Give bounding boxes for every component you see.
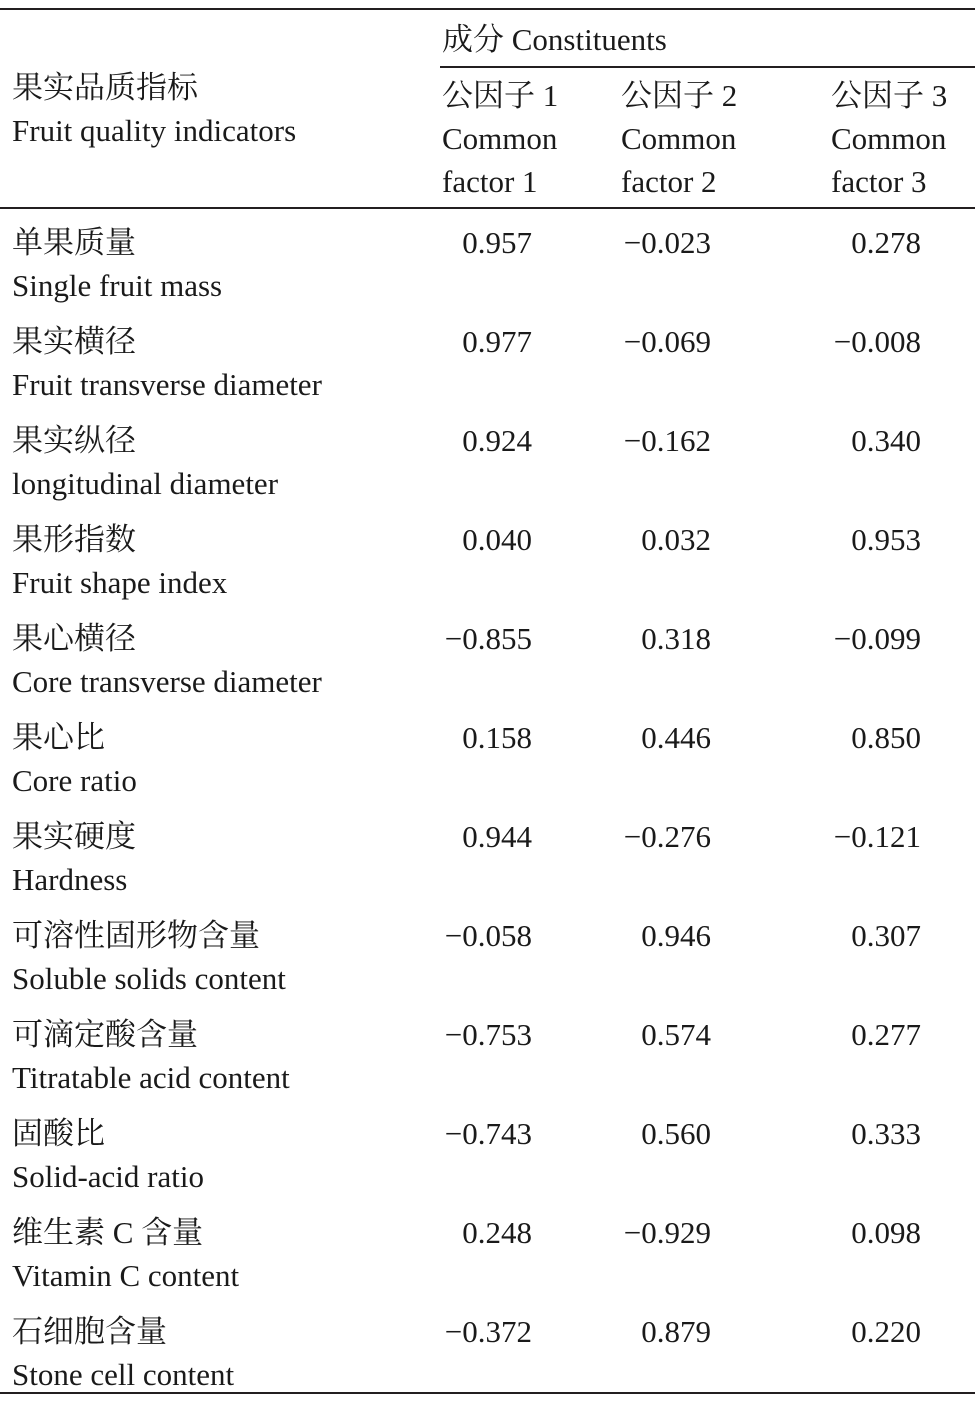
- row-label-en: Fruit transverse diameter: [12, 367, 322, 402]
- row-label: [12, 1013, 290, 1099]
- value-factor-3: 0.953: [851, 522, 921, 557]
- row-label: [12, 320, 322, 406]
- row-label-header-cn: 果实品质指标: [12, 70, 198, 105]
- table-row: [0, 411, 975, 510]
- factor-3-cn: 公因子 3: [831, 78, 948, 113]
- value-factor-1: 0.944: [462, 819, 532, 854]
- value-factor-2: 0.560: [641, 1116, 711, 1151]
- factor-2-en-line1: Common: [621, 121, 737, 156]
- row-label: [12, 518, 227, 604]
- value-factor-1: −0.753: [444, 1017, 532, 1052]
- row-label-en: Stone cell content: [12, 1357, 235, 1392]
- value-factor-2: 0.946: [641, 918, 711, 953]
- row-label-en: Single fruit mass: [12, 268, 223, 303]
- table-row: [0, 312, 975, 411]
- bottom-rule: [0, 1392, 975, 1394]
- factor-1-en-line1: Common: [442, 121, 558, 156]
- value-factor-1: 0.248: [462, 1215, 532, 1250]
- row-label-cn: 果实纵径: [12, 423, 136, 458]
- table-row: [0, 906, 975, 1005]
- row-label-cn: 果实硬度: [12, 819, 136, 854]
- row-label-cn: 可溶性固形物含量: [12, 918, 260, 953]
- row-label-cn: 维生素 C 含量: [12, 1215, 204, 1250]
- factor-2-header: [621, 74, 737, 203]
- table-row: [0, 1302, 975, 1401]
- value-factor-3: −0.008: [833, 324, 921, 359]
- factor-2-en-line2: factor 2: [621, 164, 717, 199]
- value-factor-2: 0.574: [641, 1017, 711, 1052]
- table-row: [0, 213, 975, 312]
- row-label-header: [12, 66, 296, 152]
- value-factor-3: −0.099: [833, 621, 921, 656]
- value-factor-2: 0.879: [641, 1314, 711, 1349]
- row-label-cn: 果实横径: [12, 324, 136, 359]
- row-label-cn: 果形指数: [12, 522, 136, 557]
- value-factor-3: 0.340: [851, 423, 921, 458]
- table-row: [0, 609, 975, 708]
- table-row: [0, 708, 975, 807]
- value-factor-3: 0.850: [851, 720, 921, 755]
- value-factor-2: 0.446: [641, 720, 711, 755]
- value-factor-3: 0.278: [851, 225, 921, 260]
- value-factor-2: −0.069: [623, 324, 711, 359]
- constituents-rule: [440, 66, 975, 68]
- factor-3-en-line2: factor 3: [831, 164, 927, 199]
- header-rule: [0, 207, 975, 209]
- table-row: [0, 1203, 975, 1302]
- row-label-cn: 单果质量: [12, 225, 136, 260]
- row-label-cn: 果心比: [12, 720, 105, 755]
- value-factor-2: 0.318: [641, 621, 711, 656]
- row-label: [12, 716, 137, 802]
- value-factor-1: −0.743: [444, 1116, 532, 1151]
- row-label: [12, 1112, 204, 1198]
- table-row: [0, 510, 975, 609]
- row-label-en: Solid-acid ratio: [12, 1159, 204, 1194]
- value-factor-1: −0.058: [444, 918, 532, 953]
- factor-1-en-line2: factor 1: [442, 164, 538, 199]
- row-label: [12, 914, 286, 1000]
- row-label-cn: 可滴定酸含量: [12, 1017, 198, 1052]
- row-label-en: longitudinal diameter: [12, 466, 279, 501]
- table-row: [0, 1005, 975, 1104]
- value-factor-2: −0.276: [623, 819, 711, 854]
- row-label-cn: 石细胞含量: [12, 1314, 167, 1349]
- factor-1-cn: 公因子 1: [442, 78, 559, 113]
- value-factor-2: −0.162: [623, 423, 711, 458]
- factor-2-cn: 公因子 2: [621, 78, 738, 113]
- value-factor-2: 0.032: [641, 522, 711, 557]
- factor-3-en-line1: Common: [831, 121, 947, 156]
- value-factor-3: 0.333: [851, 1116, 921, 1151]
- factor-3-header: [831, 74, 947, 203]
- value-factor-1: −0.372: [444, 1314, 532, 1349]
- row-label: [12, 815, 136, 901]
- row-label-en: Fruit shape index: [12, 565, 228, 600]
- value-factor-3: 0.098: [851, 1215, 921, 1250]
- value-factor-1: −0.855: [444, 621, 532, 656]
- row-label-en: Core transverse diameter: [12, 664, 322, 699]
- value-factor-1: 0.977: [462, 324, 532, 359]
- table-row: [0, 807, 975, 906]
- factor-1-header: [442, 74, 558, 203]
- row-label-cn: 固酸比: [12, 1116, 105, 1151]
- value-factor-1: 0.040: [462, 522, 532, 557]
- row-label-en: Hardness: [12, 862, 128, 897]
- row-label-en: Vitamin C content: [12, 1258, 240, 1293]
- row-label: [12, 1211, 239, 1297]
- value-factor-2: −0.023: [623, 225, 711, 260]
- value-factor-3: 0.277: [851, 1017, 921, 1052]
- row-label: [12, 419, 278, 505]
- row-label: [12, 1310, 234, 1396]
- value-factor-3: −0.121: [833, 819, 921, 854]
- row-label: [12, 617, 322, 703]
- row-label-en: Core ratio: [12, 763, 137, 798]
- value-factor-1: 0.957: [462, 225, 532, 260]
- row-label-en: Titratable acid content: [12, 1060, 290, 1095]
- value-factor-3: 0.220: [851, 1314, 921, 1349]
- row-label-en: Soluble solids content: [12, 961, 286, 996]
- table-row: [0, 1104, 975, 1203]
- constituents-header: 成分 Constituents: [442, 22, 667, 57]
- top-rule: [0, 8, 975, 10]
- row-label-header-en: Fruit quality indicators: [12, 113, 297, 148]
- row-label-cn: 果心横径: [12, 621, 136, 656]
- value-factor-1: 0.158: [462, 720, 532, 755]
- value-factor-1: 0.924: [462, 423, 532, 458]
- value-factor-3: 0.307: [851, 918, 921, 953]
- value-factor-2: −0.929: [623, 1215, 711, 1250]
- row-label: [12, 221, 222, 307]
